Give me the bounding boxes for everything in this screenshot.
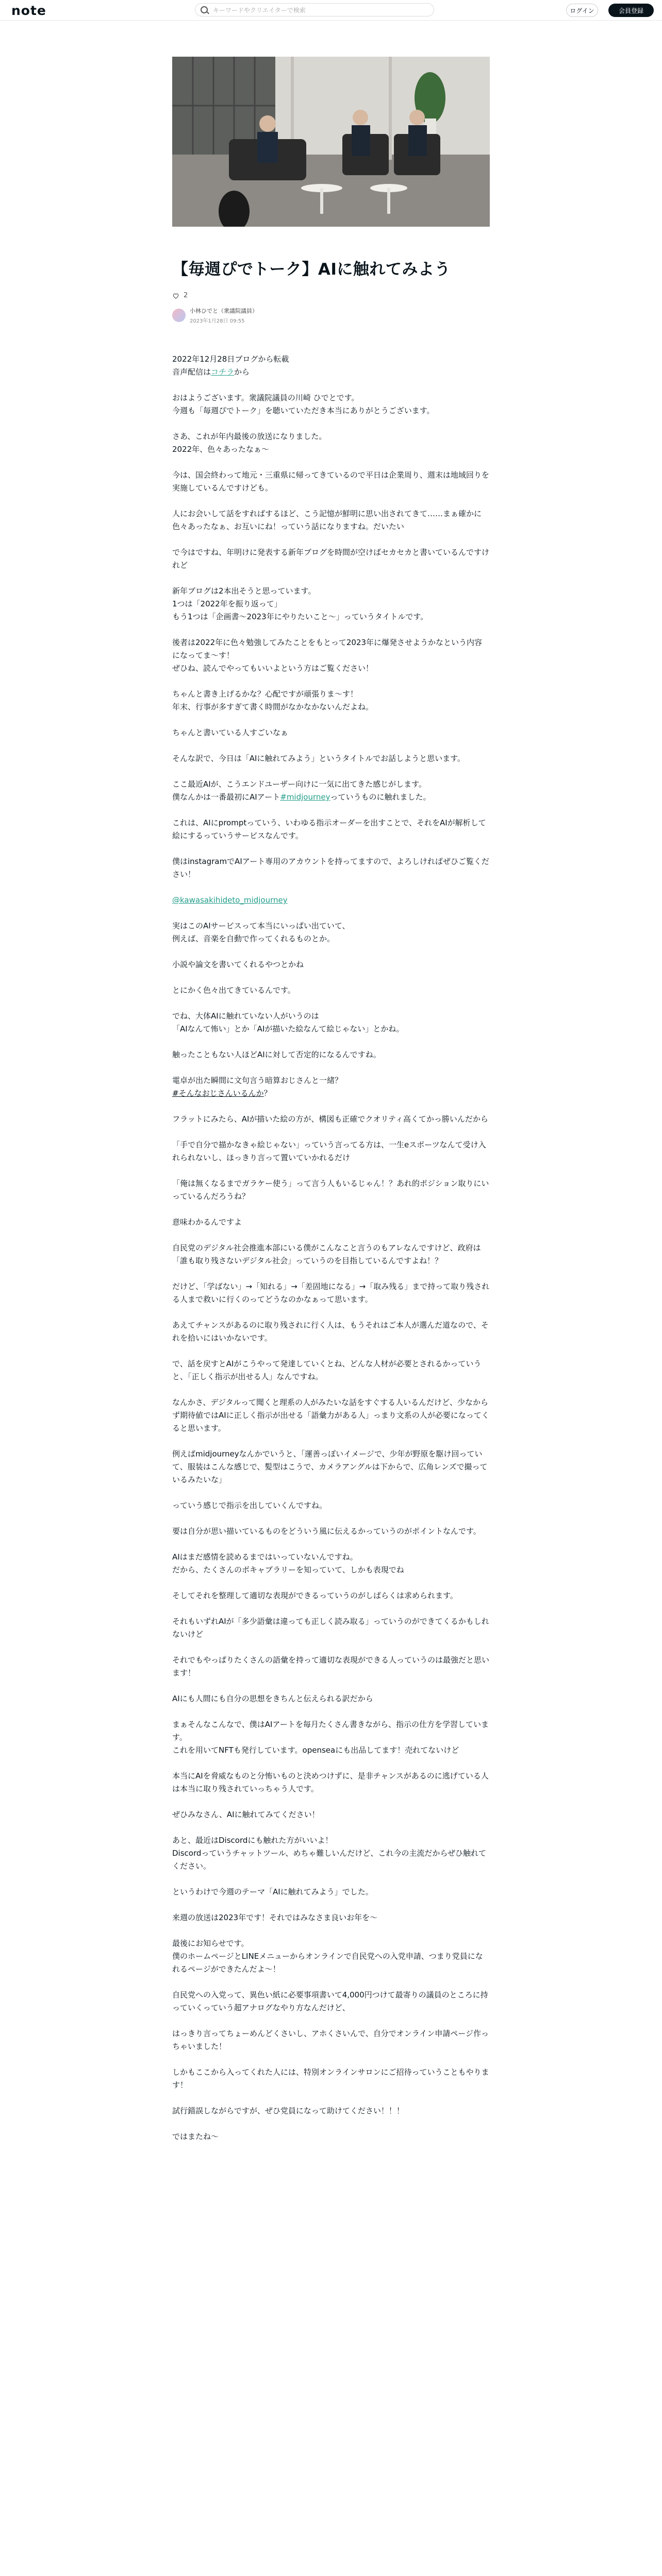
article-paragraph (172, 1692, 490, 1705)
paragraph-text: 試行錯誤しながらですが、ぜひ党員になって助けてください！！！ (172, 2106, 404, 2115)
paragraph-text: 新年ブログは2本出そうと思っています。 1つは「2022年を振り返って」 もう1つは「企画書〜2023年にやりたいこと〜」っていうタイトルです。 (172, 586, 428, 621)
article-paragraph (172, 2027, 490, 2053)
paragraph-text: さあ、これが年内最後の放送になりました。 2022年、色々あったなぁ〜 (172, 432, 327, 454)
article-paragraph (172, 1808, 490, 1821)
paragraph-text: 自民党への入党って、異色い紙に必要事項書いて4,000円つけて最寄りの議員のところに持っていくっていう超アナログなやり方なんだけど、 (172, 1990, 488, 2012)
article-paragraph (172, 1589, 490, 1602)
paragraph-text: 例えばmidjourneyなんかでいうと、「運善っぽいイメージで、少年が野原を駆け回っていて、服装はこんな感じで、髪型はこうで、カメラアングルは下からで、広角レンズで撮っているみたいな」 (172, 1449, 488, 1484)
article-paragraph (172, 1551, 490, 1577)
search-box[interactable] (195, 3, 434, 16)
author-info[interactable] (172, 307, 490, 324)
search-icon (201, 6, 208, 13)
article-paragraph (172, 1074, 490, 1100)
article-paragraph (172, 920, 490, 945)
paragraph-text: そんな訳で、今日は「AIに触れてみよう」というタイトルでお話しようと思います。 (172, 754, 465, 763)
article-paragraph (172, 752, 490, 765)
article-paragraph (172, 392, 490, 417)
paragraph-text: ちゃんと書き上げるかな？心配ですが頑張りま〜す！ 年末、行事が多すぎて書く時間がなかなかないんだよね。 (172, 689, 374, 711)
paragraph-text: おはようございます。衆議院議員の川崎 ひでとです。 今週も「毎週ぴでトーク」を聴いていただき本当にありがとうございます。 (172, 393, 435, 415)
paragraph-text: フラットにみたら、AIが描いた絵の方が、構図も正確でクオリティ高くてかっ勝いんだから (172, 1114, 488, 1124)
article-paragraph (172, 1448, 490, 1486)
heart-icon[interactable] (172, 292, 179, 299)
paragraph-text: ちゃんと書いている人すごいなぁ (172, 728, 289, 737)
paragraph-text: 来週の放送は2023年です！それではみなさま良いお年を〜 (172, 1913, 378, 1922)
article-paragraph (172, 469, 490, 495)
article-paragraph (172, 1242, 490, 1267)
paragraph-text: 僕はinstagramでAIアート専用のアカウントを持ってますので、よろしければぜひご覧ください！ (172, 857, 489, 879)
article-title: 【毎週ぴでトーク】AIに触れてみよう (172, 260, 451, 279)
paragraph-text: AIにも人間にも自分の思想をきちんと伝えられる訳だから (172, 1694, 373, 1703)
article-paragraph (172, 1499, 490, 1512)
article-paragraph (172, 1216, 490, 1229)
article-paragraph (172, 1319, 490, 1345)
article (172, 258, 490, 2156)
paragraph-text: 小説や論文を書いてくれるやつとかね (172, 960, 304, 969)
paragraph-text: ぜひみなさん、AIに触れてみてください！ (172, 1810, 320, 1819)
search-input[interactable]: キーワードやクリエイターで検索 (213, 6, 306, 14)
article-paragraph (172, 636, 490, 675)
article-paragraph (172, 1048, 490, 1061)
article-paragraph (172, 1654, 490, 1680)
article-paragraph (172, 1615, 490, 1641)
paragraph-text: で今はですね、年明けに発表する新年ブログを時間が空けばセカセカと書いているんですけれど (172, 548, 490, 570)
article-paragraph (172, 585, 490, 623)
login-button[interactable]: ログイン (566, 4, 598, 17)
top-navigation-bar (0, 0, 662, 21)
article-paragraph (172, 1113, 490, 1126)
paragraph-text: AIはまだ感情を読めるまではいっていないんですね。 だから、たくさんのボキャブラリーを知っていて、しかも表現でね (172, 1552, 404, 1574)
article-paragraph (172, 688, 490, 714)
paragraph-text: しかもここから入ってくれた人には、特別オンラインサロンにご招待っていうこともやります！ (172, 2067, 489, 2090)
paragraph-text: 「手で自分で描かなきゃ絵じゃない」っていう言ってる方は、一生eスポーツなんて受け入れられないし、ほっきり言って置いていかれるだけ (172, 1140, 486, 1162)
signup-button[interactable]: 会員登録 (608, 4, 654, 17)
article-paragraph (172, 1280, 490, 1306)
article-paragraph (172, 546, 490, 572)
paragraph-text: から (234, 367, 250, 377)
header-image (172, 57, 490, 227)
paragraph-text: 意味わかるんですよ (172, 1217, 242, 1227)
paragraph-text: 自民党のデジタル社会推進本部にいる僕がこんなこと言うのもアレなんですけど、政府は「誰も取り残さないデジタル社会」っていうのを目指しているんですよね！？ (172, 1243, 481, 1265)
paragraph-text: そしてそれを整理して適切な表現ができるっていうのがしばらくは求められます。 (172, 1591, 458, 1600)
article-paragraph (172, 1770, 490, 1795)
article-paragraph (172, 726, 490, 739)
paragraph-text: あえてチャンスがあるのに取り残されに行く人は、もうそれはご本人が選んだ道なので、それを拾いにはいかないです。 (172, 1320, 489, 1343)
paragraph-text: っていう感じで指示を出していくんですね。 (172, 1501, 327, 1510)
publish-date: 2023年1月28日 09:55 (190, 318, 245, 324)
article-paragraph (172, 894, 490, 907)
article-paragraph (172, 1396, 490, 1435)
paragraph-text: 実はこのAIサービスって本当にいっぱい出ていて、 例えば、音楽を自動で作ってくれるものとか。 (172, 921, 350, 943)
paragraph-text: ここ最近AIが、こうエンドユーザー向けに一気に出てきた感じがします。 僕なんかは一番最初にAIアート (172, 779, 426, 802)
article-paragraph (172, 984, 490, 997)
paragraph-text: 触ったこともない人ほどAIに対して否定的になるんですね。 (172, 1050, 381, 1059)
paragraph-text: ？ (263, 1089, 272, 1098)
article-paragraph (172, 353, 490, 379)
paragraph-text: それもいずれAIが「多少語彙は違っても正しく読み取る」っていうのができてくるかもしれないけど (172, 1617, 489, 1639)
paragraph-text: 今は、国会終わって地元・三重県に帰ってきているので平日は企業周り、週末は地域回りを実施しているんですけども。 (172, 470, 489, 493)
article-paragraph (172, 855, 490, 881)
avatar[interactable] (172, 309, 186, 322)
article-body (172, 353, 490, 2143)
note-logo[interactable]: note (11, 3, 46, 18)
paragraph-text: 本当にAIを脅威なものと分怖いものと決めつけずに、是非チャンスがあるのに逃げている人は本当に取り残されていっちゃう人です。 (172, 1771, 489, 1793)
paragraph-text: 最後にお知らせです。 僕のホームページとLINEメニューからオンラインで自民党への入党申請、つまり党員になれるページができたんだよ〜！ (172, 1939, 483, 1974)
paragraph-text: っていうものに触れました。 (330, 792, 431, 802)
inline-link[interactable]: コチラ (211, 367, 235, 377)
article-paragraph (172, 430, 490, 456)
paragraph-text: とにかく色々出てきているんです。 (172, 986, 295, 995)
paragraph-text: だけど、「学ばない」→「知れる」→「差固地になる」→「取み残る」まで持って取り残される人まで救いに行くのってどうなのかなぁって思います。 (172, 1282, 490, 1304)
inline-link[interactable]: @kawasakihideto_midjourney (172, 895, 288, 905)
inline-link[interactable]: #そんなおじさんいるんか (172, 1089, 264, 1098)
paragraph-text: 「俺は無くなるまでガラケー使う」って言う人もいるじゃん！？あれ的ポジション取りにいっているんだろうね？ (172, 1179, 489, 1201)
paragraph-text: でね、大体AIに触れていない人がいうのは 「AIなんて怖い」とか「AIが描いた絵なんて絵じゃない」とかね。 (172, 1011, 404, 1033)
article-paragraph (172, 958, 490, 971)
paragraph-text: 要は自分が思い描いているものをどういう風に伝えるかっていうのがポイントなんです。 (172, 1527, 481, 1536)
article-paragraph (172, 1139, 490, 1164)
like-counter[interactable] (172, 292, 490, 299)
article-paragraph (172, 1911, 490, 1924)
article-paragraph (172, 1358, 490, 1383)
paragraph-text: なんかさ、デジタルって聞くと理系の人がみたいな話をすぐする人いるんだけど、少なからず期待値ではAIに正しく指示が出せる「語彙力がある人」っまり文系の人が必要になってくると思います。 (172, 1398, 489, 1433)
paragraph-text: 電卓が出た瞬間に文句言う暗算おじさんと一緒？ (172, 1076, 343, 1085)
article-paragraph (172, 1937, 490, 1976)
article-paragraph (172, 1525, 490, 1538)
article-paragraph (172, 1886, 490, 1899)
article-paragraph (172, 778, 490, 804)
paragraph-text: 人にお会いして話をすればするほど、こう記憶が鮮明に思い出されてきて……まぁ確かに色々あったなぁ、お互いにね！っていう話になりますね。だいたい (172, 509, 482, 531)
paragraph-text: で、話を戻すとAIがこうやって発達していくとね、どんな人材が必要とされるかっていうと、「正しく指示が出せる人」なんですね。 (172, 1359, 482, 1381)
paragraph-text: ではまたね〜 (172, 2132, 219, 2141)
article-paragraph (172, 1989, 490, 2014)
paragraph-text: 2022年12月28日ブログから転載 音声配信は (172, 354, 289, 377)
article-paragraph (172, 2066, 490, 2092)
article-paragraph (172, 1834, 490, 1873)
paragraph-text: はっきり言ってちょーめんどくさいし、アホくさいんで、自分でオンライン申請ページ作っちゃいました！ (172, 2029, 489, 2051)
article-paragraph (172, 817, 490, 842)
paragraph-text: 後者は2022年に色々勉強してみたことをもとって2023年に爆発させようかなという内容になってま〜す！ ぜひね、読んでやってもいいよという方はご覧ください！ (172, 638, 483, 673)
inline-link[interactable]: #midjourney (280, 792, 330, 802)
article-paragraph (172, 1010, 490, 1036)
article-paragraph (172, 1177, 490, 1203)
article-paragraph (172, 1718, 490, 1757)
office-photo (172, 57, 490, 227)
paragraph-text: まぁそんなこんなで、僕はAIアートを毎月たくさん書きながら、指示の仕方を学習しています。 これを用いてNFTも発行しています。openseaにも出品してます！売れてないけど (172, 1720, 489, 1755)
article-paragraph (172, 507, 490, 533)
paragraph-text: それでもやっぱりたくさんの語彙を持って適切な表現ができる人っていうのは最強だと思います！ (172, 1655, 490, 1677)
article-paragraph (172, 2105, 490, 2117)
paragraph-text: あと、最近はDiscordにも触れた方がいいよ！ Discordっていうチャットツール、めちゃ難しいんだけど、これ今の主流だからぜひ触れてください。 (172, 1836, 486, 1871)
author-name[interactable]: 小林ひでと（衆議院議員） (190, 308, 258, 314)
like-count: 2 (184, 292, 188, 299)
article-paragraph (172, 2130, 490, 2143)
paragraph-text: というわけで今週のテーマ「AIに触れてみよう」でした。 (172, 1887, 373, 1896)
paragraph-text: これは、AIにpromptっていう、いわゆる指示オーダーを出すことで、それをAIが解析して絵にするっていうサービスなんです。 (172, 818, 486, 840)
